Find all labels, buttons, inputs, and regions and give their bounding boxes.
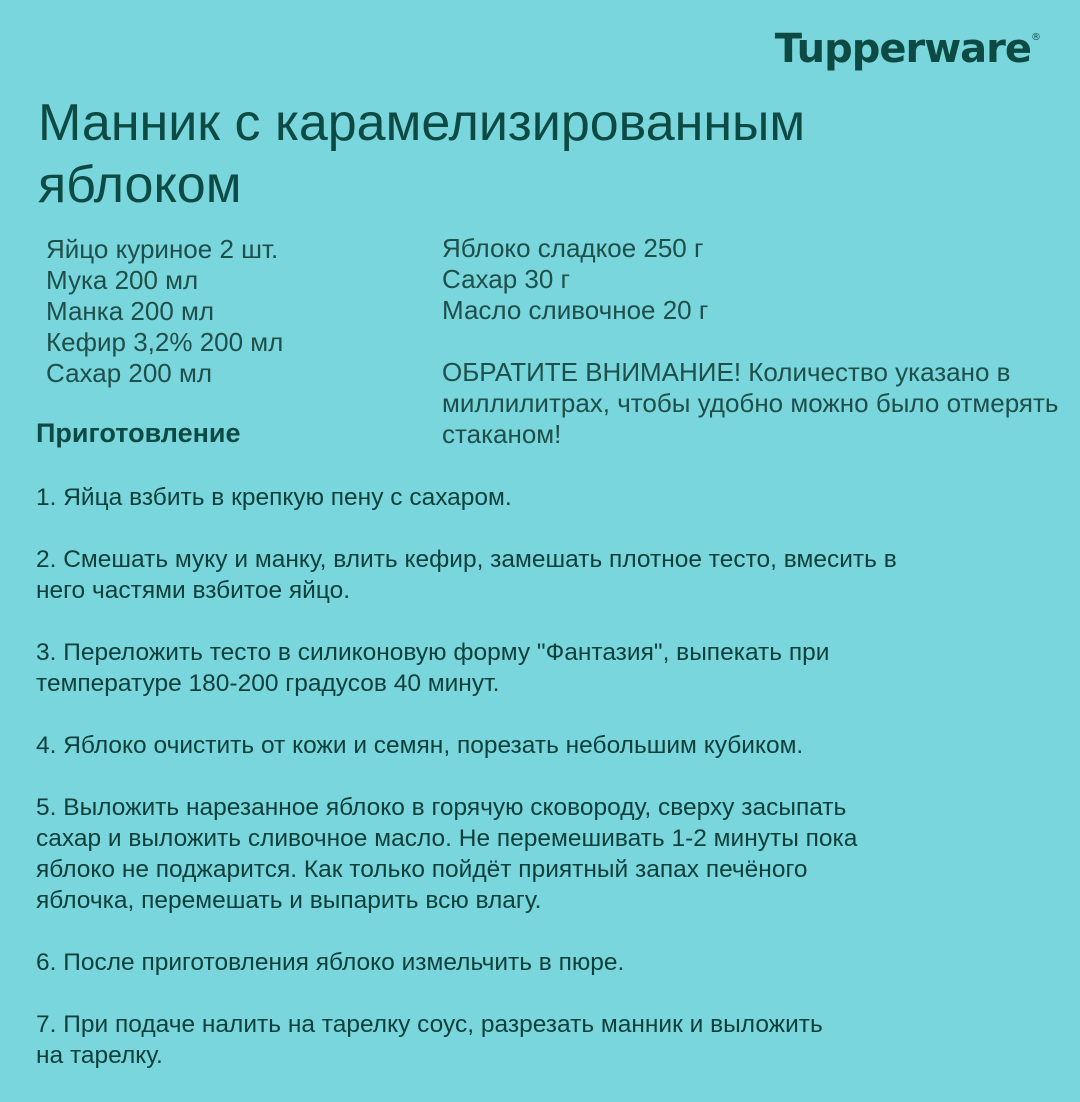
preparation-heading: Приготовление: [36, 418, 241, 448]
ingredients-list-topping: [442, 233, 1062, 450]
measurement-note: ОБРАТИТЕ ВНИМАНИЕ! Количество указано в миллилитрах, чтобы удобно можно было отмерять стаканом!: [442, 357, 1059, 449]
step-item: 6. После приготовления яблоко измельчить в пюре.: [36, 949, 625, 976]
preparation-steps: [36, 482, 1046, 1102]
brand-logo: [775, 26, 1040, 72]
ingredients-list-main: [46, 234, 283, 389]
step-item: 3. Переложить тесто в силиконовую форму "Фантазия", выпекать при температуре 180-200 градусов 40 минут.: [36, 639, 830, 697]
ingredient-item: Сахар 30 г: [442, 264, 571, 294]
ingredient-item: Манка 200 мл: [46, 296, 215, 326]
ingredient-item: Масло сливочное 20 г: [442, 295, 709, 325]
brand-name: Tupperware: [774, 26, 1031, 72]
step-item: 2. Смешать муку и манку, влить кефир, замешать плотное тесто, вмесить в него частями взбитое яйцо.: [36, 546, 897, 604]
ingredient-item: Сахар 200 мл: [46, 358, 213, 388]
step-item: 1. Яйца взбить в крепкую пену с сахаром.: [36, 484, 512, 511]
step-item: 4. Яблоко очистить от кожи и семян, порезать небольшим кубиком.: [36, 732, 804, 759]
step-item: 7. При подаче налить на тарелку соус, разрезать манник и выложить на тарелку.: [36, 1011, 823, 1069]
ingredient-item: Мука 200 мл: [46, 265, 199, 295]
ingredient-item: Яблоко сладкое 250 г: [442, 233, 704, 263]
ingredient-item: Яйцо куриное 2 шт.: [46, 234, 279, 264]
step-item: 5. Выложить нарезанное яблоко в горячую сковороду, сверху засыпать сахар и выложить сливочное масло. Не перемешивать 1-2 минуты пока яблоко не поджарится. Как только пойдёт приятный запах печёного яблочка, перемешать и выпарить всю влагу.: [36, 794, 858, 914]
registered-mark: ®: [1031, 32, 1040, 43]
recipe-title: Манник с карамелизированным яблоком: [38, 94, 806, 214]
ingredient-item: Кефир 3,2% 200 мл: [46, 327, 284, 357]
